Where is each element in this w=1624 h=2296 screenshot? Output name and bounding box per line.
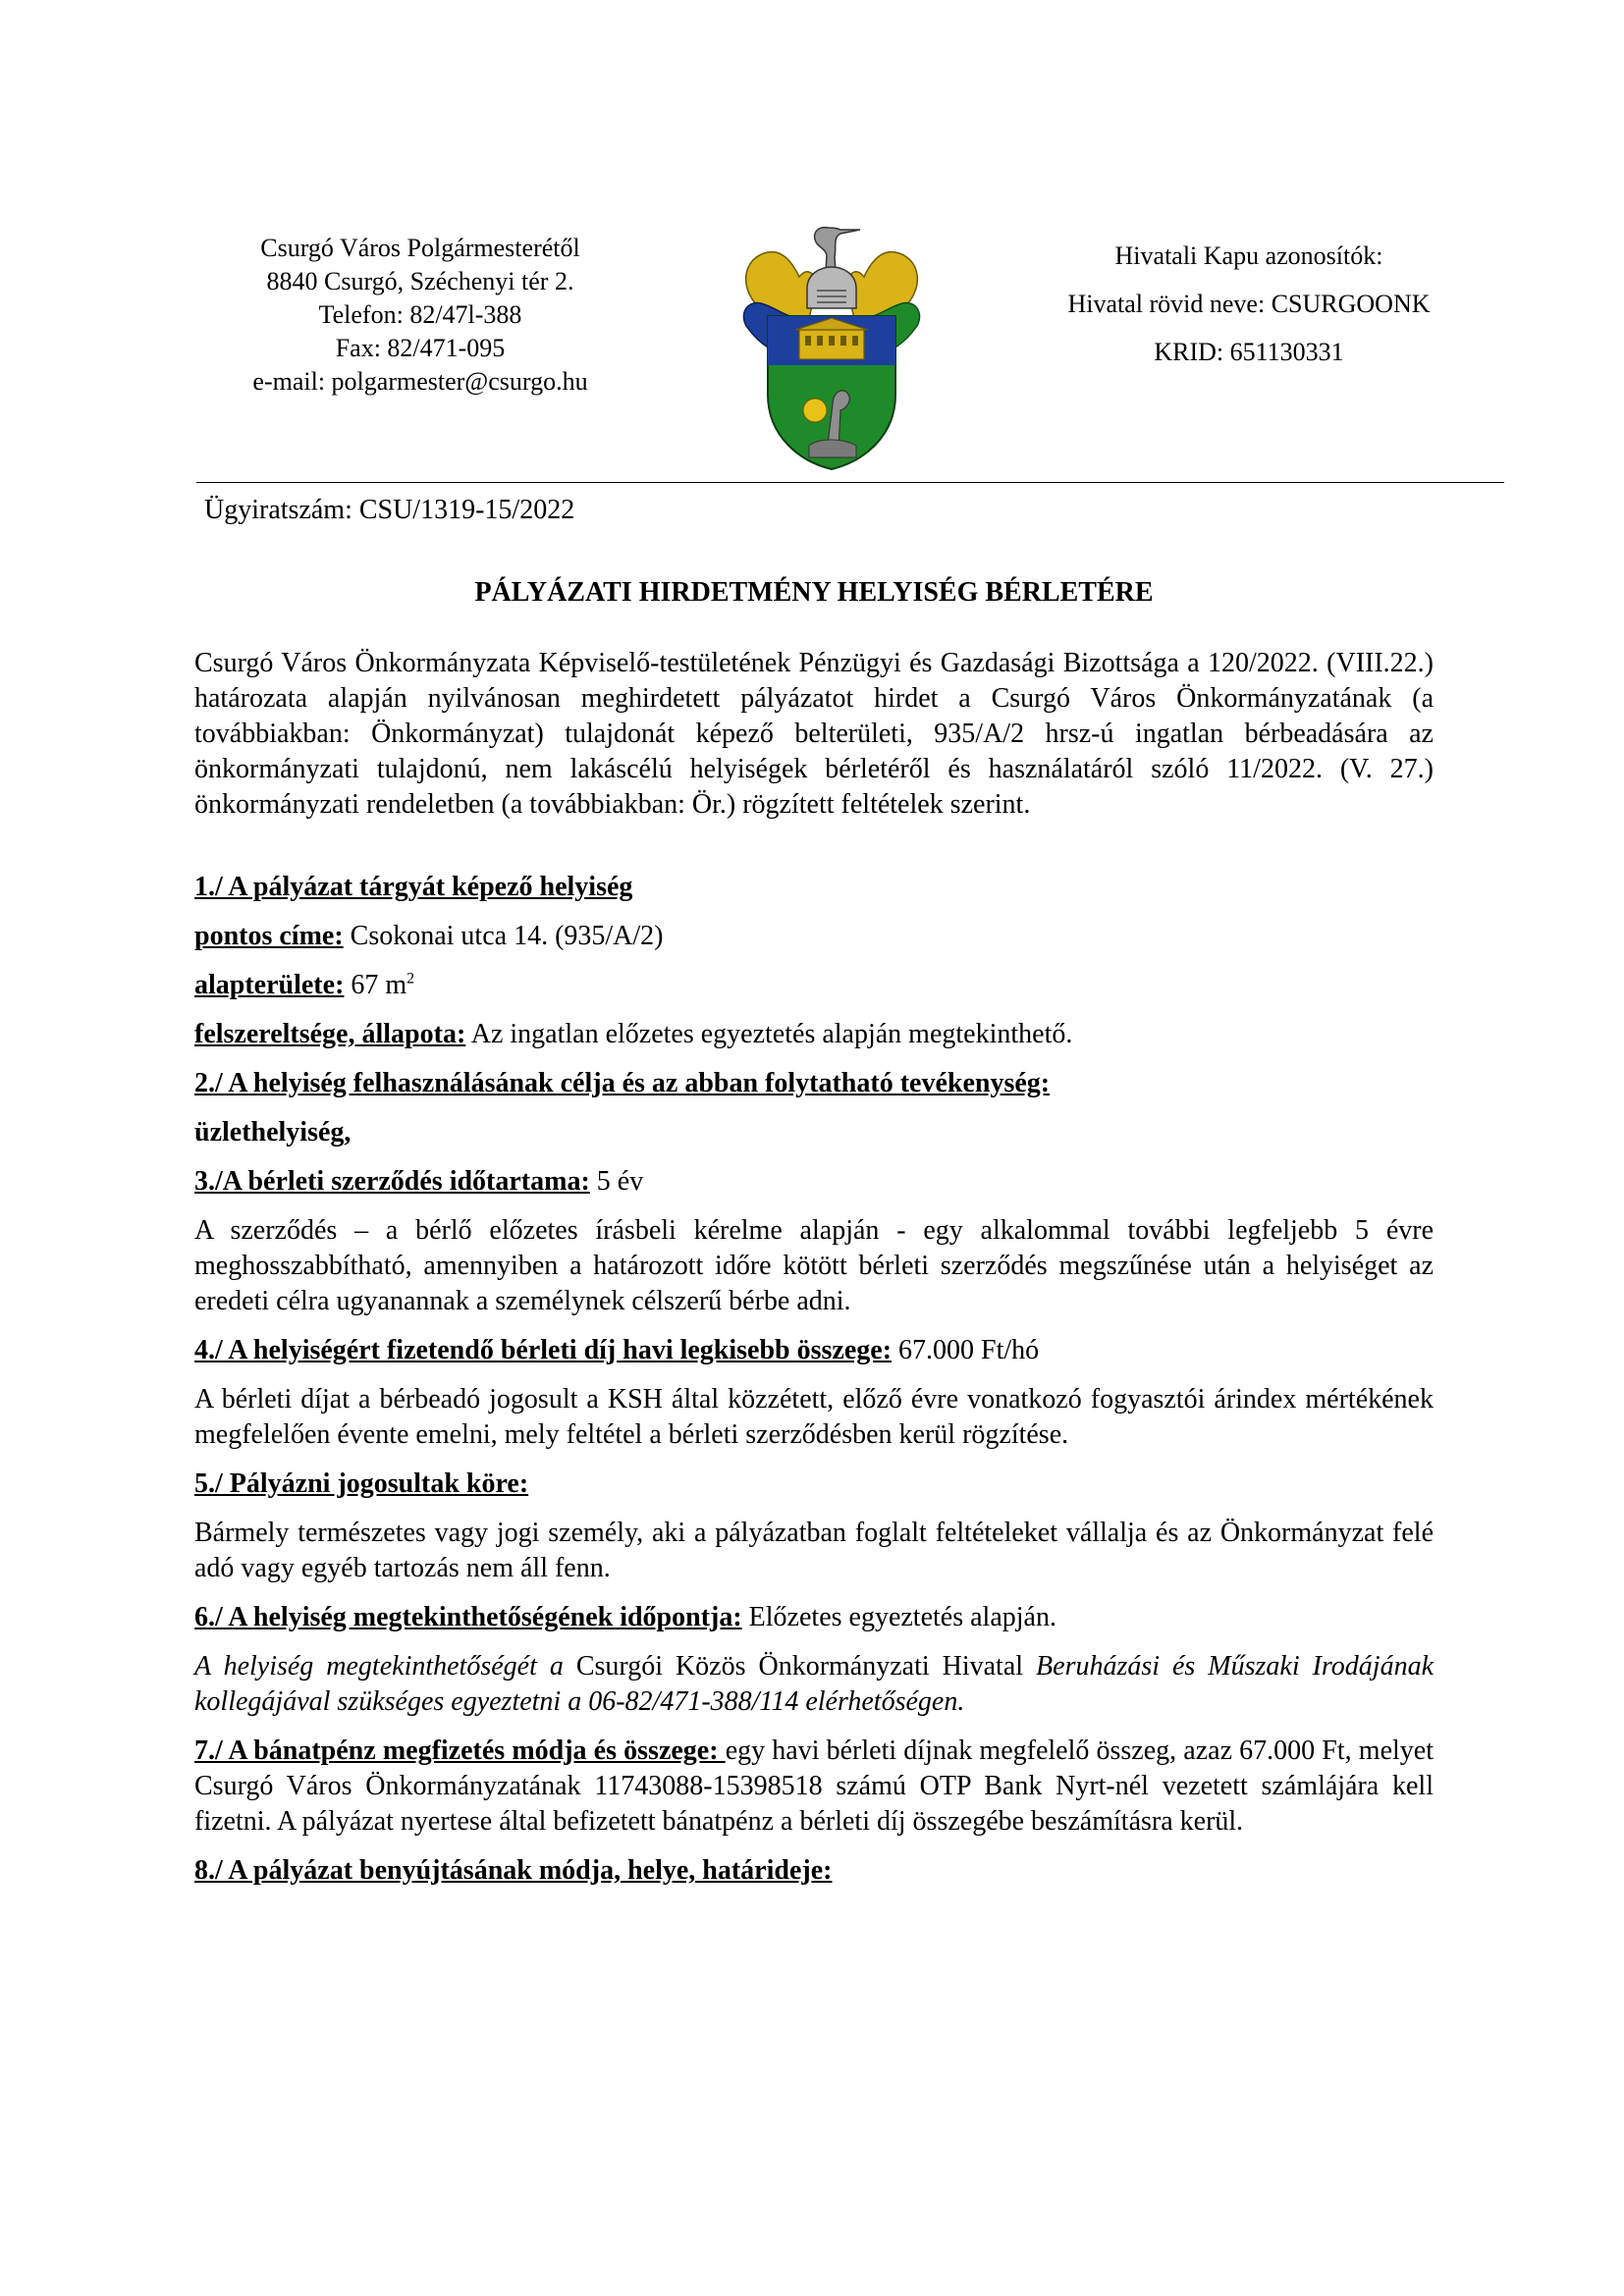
- coat-of-arms-icon: [738, 218, 925, 475]
- sender-block: [194, 232, 646, 399]
- hivatali-kapu-block: [1033, 232, 1465, 376]
- document-body: [194, 646, 1434, 1902]
- header-divider: [196, 482, 1504, 483]
- hivatal-short-name: Hivatal rövid neve: CSURGOONK: [1067, 290, 1431, 318]
- section-5-heading: 5./ Pályázni jogosultak köre:: [194, 1468, 529, 1499]
- section-2-heading: 2./ A helyiség felhasználásának célja és az abban folytatható tevékenység:: [194, 1068, 1051, 1098]
- hivatali-kapu-title: Hivatali Kapu azonosítók:: [1114, 241, 1383, 270]
- intro-paragraph: Csurgó Város Önkormányzata Képviselő-testületének Pénzügyi és Gazdasági Bizottsága a 120/2022. (VIII.22.) határozata alapján nyilvánosan meghirdetett pályázatot hirdet a Csurgó Város Önkormányzatának (a továbbiakban: Önkormányzat) tulajdonát képező belterületi, 935/A/2 hrsz-ú ingatlan bérbeadására az önkormányzati tulajdonú, nem lakáscélú helyiségek bérletéről és használatáról szóló 11/2022. (V. 27.) önkormányzati rendeletben (a továbbiakban: Ör.) rögzített feltételek szerint.: [194, 648, 1434, 820]
- sender-phone: Telefon: 82/47l-388: [318, 300, 522, 329]
- section-1-condition: felszereltsége, állapota: Az ingatlan előzetes egyeztetés alapján megtekinthető.: [194, 1019, 1073, 1049]
- section-6-text: A helyiség megtekinthetőségét a Csurgói Közös Önkormányzati Hivatal Beruházási és Műszaki Irodájának kollegájával szükséges egyeztetni a 06-82/471-388/114 elérhetőségen.: [194, 1651, 1434, 1717]
- section-1-address: pontos címe: Csokonai utca 14. (935/A/2): [194, 921, 664, 951]
- sender-address: 8840 Csurgó, Széchenyi tér 2.: [266, 267, 574, 295]
- section-3-text: A szerződés – a bérlő előzetes írásbeli kérelme alapján - egy alkalommal további legfeljebb 5 évre meghosszabbítható, amennyiben a határozott időre kötött bérleti szerződés megszűnése után a helyiséget az eredeti célra ugyanannak a személynek célszerű bérbe adni.: [194, 1215, 1434, 1316]
- section-2-value: üzlethelyiség,: [194, 1117, 352, 1148]
- sender-fax: Fax: 82/471-095: [335, 334, 506, 362]
- section-3-heading: 3./A bérleti szerződés időtartama: 5 év: [194, 1166, 644, 1197]
- section-6-heading: 6./ A helyiség megtekinthetőségének időpontja: Előzetes egyeztetés alapján.: [194, 1602, 1056, 1632]
- section-1-heading: 1./ A pályázat tárgyát képező helyiség: [194, 872, 633, 902]
- sender-name: Csurgó Város Polgármesterétől: [260, 234, 580, 262]
- section-5-text: Bármely természetes vagy jogi személy, aki a pályázatban foglalt feltételeket vállalja és az Önkormányzat felé adó vagy egyéb tartozás nem áll fenn.: [194, 1518, 1434, 1583]
- page-title: PÁLYÁZATI HIRDETMÉNY HELYISÉG BÉRLETÉRE: [474, 577, 1154, 608]
- section-4-text: A bérleti díjat a bérbeadó jogosult a KSH által közzétett, előző évre vonatkozó fogyasztói árindex mértékének megfelelően évente emelni, mely feltétel a bérleti szerződésben kerül rögzítése.: [194, 1384, 1434, 1450]
- krid: KRID: 651130331: [1154, 338, 1344, 366]
- doc-number: Ügyiratszám: CSU/1319-15/2022: [204, 495, 575, 525]
- section-7: 7./ A bánatpénz megfizetés módja és összege: egy havi bérleti díjnak megfelelő összeg, azaz 67.000 Ft, melyet Csurgó Város Önkormányzatának 11743088-15398518 számú OTP Bank Nyrt-nél vezetett számlájára kell fizetni. A pályázat nyertese által befizetett bánatpénz a bérleti díj összegébe beszámításra kerül.: [194, 1735, 1434, 1837]
- section-8-heading: 8./ A pályázat benyújtásának módja, helye, határideje:: [194, 1855, 833, 1886]
- section-4-heading: 4./ A helyiségért fizetendő bérleti díj havi legkisebb összege: 67.000 Ft/hó: [194, 1335, 1040, 1365]
- section-1-area: alapterülete: 67 $m^2$: [194, 970, 415, 1000]
- sender-email: e-mail: polgarmester@csurgo.hu: [252, 367, 588, 396]
